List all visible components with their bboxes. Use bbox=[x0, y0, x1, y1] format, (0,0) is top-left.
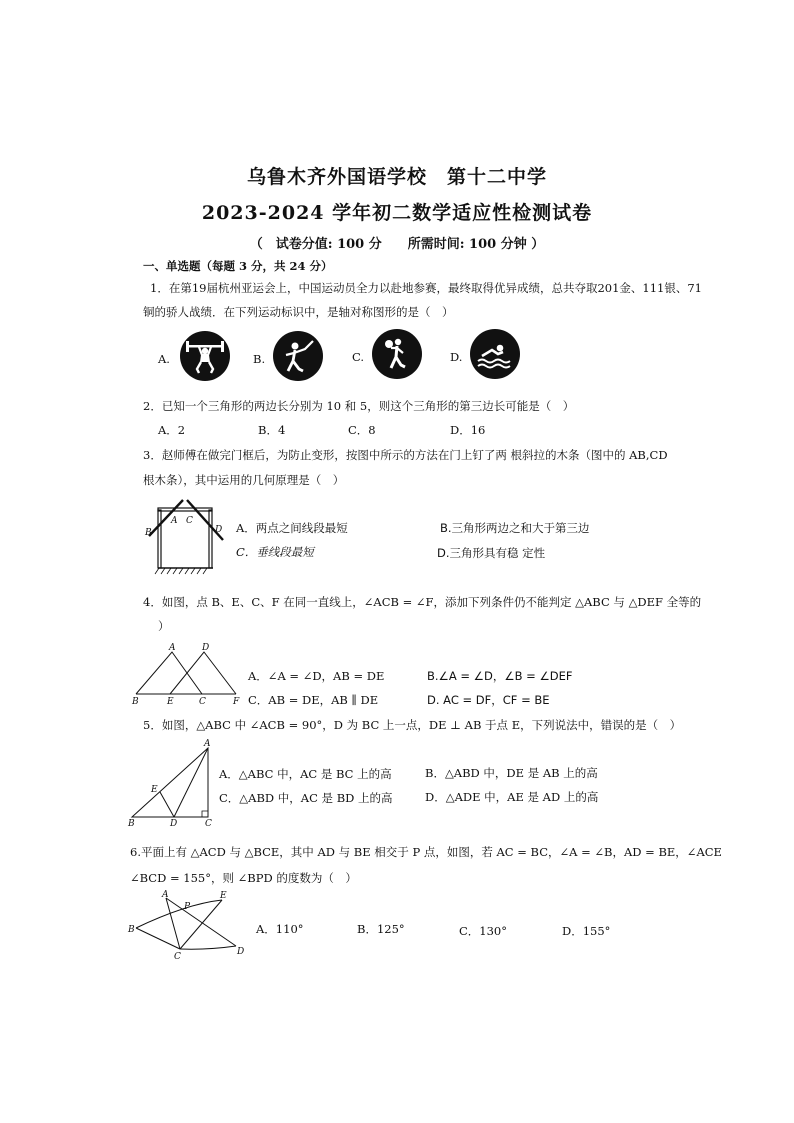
q4-label-a: A bbox=[169, 643, 176, 653]
q1-line2: 铜的骄人战绩．在下列运动标识中，是轴对称图形的是（ ） bbox=[143, 305, 454, 319]
triangles-figure-q4 bbox=[132, 644, 242, 706]
q6-label-d: D bbox=[237, 947, 245, 957]
q4-option-b[interactable]: B.∠A = ∠D，∠B = ∠DEF bbox=[427, 669, 573, 683]
q3-label-a: A bbox=[171, 516, 178, 526]
q4-label-d: D bbox=[202, 643, 210, 653]
q1-option-a[interactable]: A. bbox=[158, 352, 170, 366]
q6-option-d[interactable]: D．155° bbox=[562, 924, 611, 938]
basketball-icon bbox=[372, 329, 422, 379]
q4-option-c[interactable]: C．AB = DE，AB ∥ DE bbox=[248, 693, 379, 707]
q5-label-c: C bbox=[205, 819, 212, 829]
q2-option-b[interactable]: B．4 bbox=[258, 423, 286, 437]
q5-option-c[interactable]: C．△ABD 中，AC 是 BD 上的高 bbox=[219, 791, 393, 805]
q3-label-b: B bbox=[145, 528, 152, 538]
q3-option-b[interactable]: B.三角形两边之和大于第三边 bbox=[440, 521, 590, 535]
q6-line2: ∠BCD = 155°，则 ∠BPD 的度数为（ ） bbox=[130, 871, 357, 885]
weightlifting-icon bbox=[180, 331, 230, 381]
school-name: 乌鲁木齐外国语学校 第十二中学 bbox=[246, 166, 547, 188]
q4-option-a[interactable]: A．∠A = ∠D，AB = DE bbox=[248, 669, 385, 683]
q6-option-b[interactable]: B．125° bbox=[357, 922, 405, 936]
q4-option-d[interactable]: D. AC = DF，CF = BE bbox=[427, 693, 550, 707]
q6-label-c: C bbox=[174, 952, 181, 962]
q4-label-e: E bbox=[167, 697, 174, 707]
q3-option-c[interactable]: C．垂线段最短 bbox=[236, 545, 314, 559]
q4-label-f: F bbox=[233, 697, 240, 707]
q2-option-d[interactable]: D．16 bbox=[450, 423, 486, 437]
q1-option-b[interactable]: B. bbox=[253, 352, 266, 366]
q6-option-a[interactable]: A．110° bbox=[256, 922, 304, 936]
q2-stem: 2．已知一个三角形的两边长分别为 10 和 5，则这个三角形的第三边长可能是（ ） bbox=[143, 399, 575, 413]
q5-stem: 5．如图，△ABC 中 ∠ACB = 90°，D 为 BC 上一点，DE ⊥ AB 于点 E，下列说法中，错误的是（ ） bbox=[143, 718, 682, 732]
q6-label-a: A bbox=[162, 890, 169, 900]
q3-option-a[interactable]: A．两点之间线段最短 bbox=[236, 521, 348, 535]
q5-label-a: A bbox=[204, 739, 211, 749]
q6-line1: 6.平面上有 △ACD 与 △BCE，其中 AD 与 BE 相交于 P 点，如图，若 AC = BC，∠A = ∠B，AD = BE，∠ACE bbox=[130, 845, 722, 859]
q5-option-a[interactable]: A．△ABC 中，AC 是 BC 上的高 bbox=[219, 767, 392, 781]
q4-label-b: B bbox=[132, 697, 139, 707]
q3-label-c: C bbox=[186, 516, 193, 526]
section-heading: 一、单选题（每题 3 分，共 24 分） bbox=[143, 259, 333, 273]
q2-option-a[interactable]: A．2 bbox=[158, 423, 186, 437]
q5-label-b: B bbox=[128, 819, 135, 829]
q3-label-d: D bbox=[215, 525, 223, 535]
q6-label-b: B bbox=[128, 925, 135, 935]
exam-title: 2023-2024 学年初二数学适应性检测试卷 bbox=[201, 202, 593, 224]
q1-line1: 1．在第19届杭州亚运会上，中国运动员全力以赴地参赛，最终取得优异成绩，总共夺取201金、111银、71 bbox=[150, 281, 702, 295]
q5-label-d: D bbox=[170, 819, 178, 829]
exam-info: （ 试卷分值: 100 分 所需时间: 100 分钟 ） bbox=[249, 237, 545, 252]
q3-line2: 根木条），其中运用的几何原理是（ ） bbox=[143, 473, 345, 487]
q4-line1: 4．如图，点 B、E、C、F 在同一直线上，∠ACB = ∠F，添加下列条件仍不能判定 △ABC 与 △DEF 全等的 bbox=[143, 595, 702, 609]
q4-line2: ） bbox=[158, 619, 170, 633]
q5-option-d[interactable]: D．△ADE 中，AE 是 AD 上的高 bbox=[425, 790, 599, 804]
door-frame-figure bbox=[143, 498, 233, 578]
q5-label-e: E bbox=[151, 785, 158, 795]
q5-option-b[interactable]: B．△ABD 中，DE 是 AB 上的高 bbox=[425, 766, 598, 780]
q3-line1: 3．赵师傅在做完门框后，为防止变形，按图中所示的方法在门上钉了两 根斜拉的木条（图中的 AB,CD bbox=[143, 448, 668, 462]
q1-option-d[interactable]: D. bbox=[450, 350, 463, 364]
q1-option-c[interactable]: C. bbox=[352, 350, 365, 364]
q6-label-e: E bbox=[220, 891, 227, 901]
right-triangle-figure-q5 bbox=[126, 739, 221, 829]
fencing-icon bbox=[273, 331, 323, 381]
q4-label-c: C bbox=[199, 697, 206, 707]
q2-option-c[interactable]: C．8 bbox=[348, 423, 376, 437]
q6-label-p: P bbox=[184, 902, 191, 912]
q3-option-d[interactable]: D.三角形具有稳 定性 bbox=[437, 546, 546, 560]
q6-option-c[interactable]: C．130° bbox=[459, 924, 507, 938]
triangles-figure-q6 bbox=[126, 892, 251, 962]
swimming-icon bbox=[470, 329, 520, 379]
